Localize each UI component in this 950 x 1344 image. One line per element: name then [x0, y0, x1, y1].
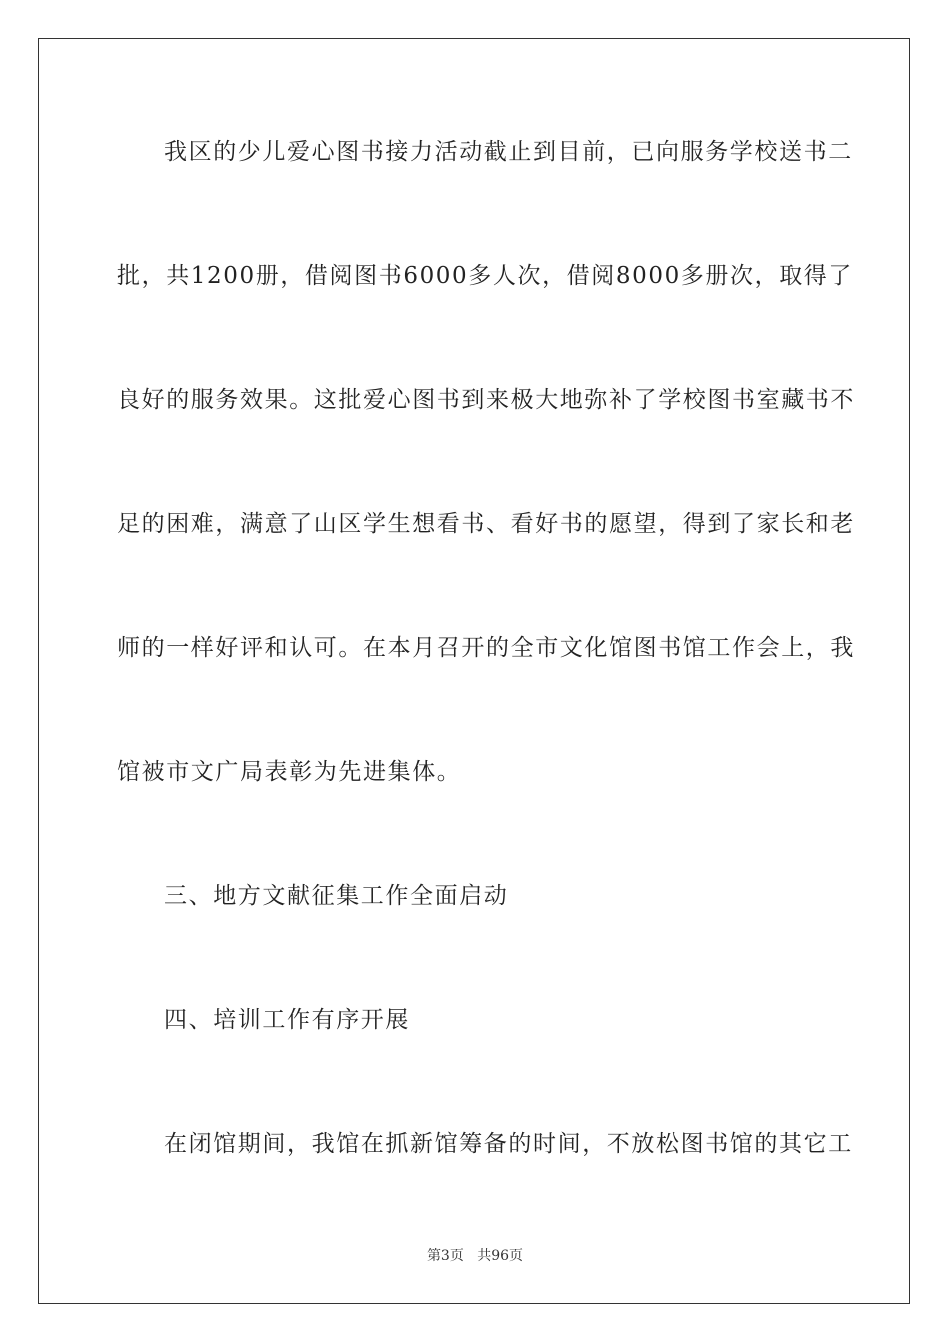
footer-spacer	[464, 1248, 477, 1264]
page-frame	[38, 38, 910, 1304]
paragraph-line: 我区的少儿爱心图书接力活动截止到目前，已向服务学校送书二	[164, 139, 853, 165]
paragraph-line: 师的一样好评和认可。在本月召开的全市文化馆图书馆工作会上，我	[117, 635, 855, 661]
paragraph-line: 在闭馆期间，我馆在抓新馆筹备的时间，不放松图书馆的其它工	[164, 1131, 853, 1157]
paragraph-line: 批，共1200册，借阅图书6000多人次，借阅8000多册次，取得了	[117, 263, 853, 289]
page-footer	[0, 1245, 950, 1265]
paragraph-line: 馆被市文广局表彰为先进集体。	[117, 759, 462, 785]
paragraph-line: 足的困难，满意了山区学生想看书、看好书的愿望，得到了家长和老	[117, 511, 855, 537]
total-pages: 共96页	[477, 1248, 524, 1264]
paragraph-line: 良好的服务效果。这批爱心图书到来极大地弥补了学校图书室藏书不	[117, 387, 855, 413]
section-heading: 四、培训工作有序开展	[164, 1007, 410, 1033]
page-number: 第3页	[426, 1248, 464, 1264]
section-heading: 三、地方文献征集工作全面启动	[164, 883, 509, 909]
